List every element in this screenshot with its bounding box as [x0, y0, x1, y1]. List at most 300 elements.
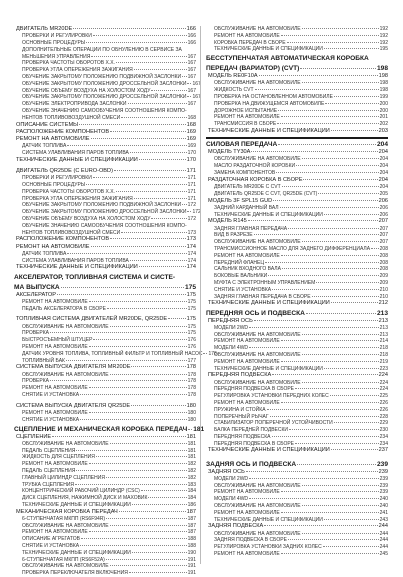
toc-entry-title: ОБСЛУЖИВАНИЕ НА АВТОМОБИЛЕ [214, 239, 301, 246]
dot-leader [272, 374, 377, 375]
toc-page-number: 237 [378, 447, 388, 454]
toc-entry-title: ТЕХНИЧЕСКИЕ ДАННЫЕ И СПЕЦИФИКАЦИИ [208, 447, 330, 454]
toc-entry-title: ДВИГАТЕЛЬ QR25DE (С EURO-OBD) [16, 167, 113, 174]
toc-entry-title: СНЯТИЕ И УСТАНОВКА [22, 543, 80, 550]
toc-entry-title: ОБУЧЕНИЕ ОБЪЕМУ ВОЗДУХА НА ХОЛОСТОМ ХОДУ [22, 215, 151, 222]
toc-entry-title: ОБСЛУЖИВАНИЕ НА АВТОМОБИЛЕ [214, 482, 301, 489]
toc-entry-title: ОБСЛУЖИВАНИЕ НА АВТОМОБИЛЕ [22, 440, 109, 447]
dot-leader [81, 538, 187, 539]
toc-entry-title: ТЕХНИЧЕСКИЕ ДАННЫЕ И СПЕЦИФИКАЦИИ [22, 549, 131, 556]
toc-entry [14, 209, 201, 216]
toc-page-number: 191 [187, 563, 196, 570]
toc-entry-title: ОБУЧЕНИЕ ЗАКРЫТОМУ ПОЛОЖЕНИЮ ДРОССЕЛЬНОЙ ЗАСЛОНКИ [22, 94, 187, 101]
toc-entry [206, 332, 388, 339]
toc-entry-title: ПРОВЕРКА ЧАСТОТЫ ОБОРОТОВ Х.Х. [22, 60, 115, 67]
toc-entry-title: СИЛОВАЯ ПЕРЕДАЧА [206, 141, 278, 149]
toc-page-number: 184 [187, 495, 196, 502]
dot-leader [324, 519, 379, 520]
toc-page-number: 207 [379, 225, 388, 232]
dot-leader [110, 374, 187, 375]
toc-entry [14, 385, 196, 392]
dot-leader [130, 260, 187, 261]
toc-page-number: 170 [187, 149, 196, 156]
toc-page-number: 167 [187, 53, 196, 60]
toc-entry-title: ПРОВЕРКИ И РЕГУЛИРОВКИ [22, 33, 92, 40]
toc-entry-title: РЕМОНТ НА АВТОМОБИЛЕ [214, 114, 280, 121]
dot-leader [106, 518, 187, 519]
toc-entry-title: ПОПЕРЕЧНЫЙ РЫЧАГ [214, 413, 269, 420]
toc-entry [206, 46, 388, 53]
toc-entry [206, 253, 388, 260]
toc-entry [14, 475, 196, 482]
toc-page-number: 210 [379, 286, 388, 293]
dot-leader [110, 525, 187, 526]
toc-entry [14, 74, 196, 81]
toc-page-number: 166 [186, 26, 196, 32]
toc-entry-title: ДАТЧИК ТОПЛИВА [22, 250, 67, 257]
toc-entry-title: ДВИГАТЕЛЬ QR25DE С CVT, QR25DE (CVT) [214, 190, 318, 197]
toc-entry-title: МУФТА С ЭЛЕКТРОННЫМ УПРАВЛЕНИЕМ [214, 279, 316, 286]
toc-entry [14, 182, 196, 189]
dot-leader [281, 116, 379, 117]
toc-page-number: 192 [379, 39, 388, 46]
toc-entry [14, 264, 196, 271]
dot-leader [288, 539, 379, 540]
toc-entry-title: ПЕРЕДНЯЯ ПОДВЕСКА [214, 433, 271, 440]
dot-leader [93, 177, 187, 178]
dot-leader [57, 294, 186, 295]
toc-page-number: 241 [379, 509, 388, 516]
toc-page-number: 200 [379, 107, 388, 114]
toc-page-number: 244 [378, 523, 388, 530]
dot-leader [324, 214, 379, 215]
toc-page-number: 174 [186, 264, 196, 271]
toc-entry [14, 502, 196, 509]
dot-leader [116, 191, 187, 192]
dot-leader [302, 334, 379, 335]
dot-leader [300, 68, 376, 69]
toc-page-number: 228 [379, 413, 388, 420]
dot-leader [264, 525, 377, 526]
toc-entry [14, 80, 201, 88]
toc-page-number: 226 [379, 399, 388, 406]
toc-entry [206, 366, 388, 373]
dot-leader [296, 165, 379, 166]
dot-leader [130, 152, 187, 153]
toc-entry-title: ТЕХНИЧЕСКИЕ ДАННЫЕ И СПЕЦИФИКАЦИИ [208, 127, 330, 134]
toc-entry [206, 352, 388, 359]
toc-page-number: 175 [184, 283, 196, 291]
toc-entry [206, 121, 388, 128]
toc-entry-title: ДАТЧИК ТОПЛИВА [22, 143, 67, 150]
dot-leader [66, 360, 187, 361]
toc-entry [206, 386, 388, 393]
toc-entry [206, 434, 388, 441]
toc-entry-title: РЕМОНТ НА АВТОМОБИЛЕ [22, 343, 88, 350]
toc-entry-title: ЗАДНЯЯ ГЛАВНАЯ ПЕРЕДАЧА В СБОРЕ [214, 293, 311, 300]
toc-entry [14, 454, 196, 461]
toc-entry [206, 87, 388, 94]
toc-entry [206, 94, 388, 101]
dot-leader [249, 498, 379, 499]
toc-entry [206, 73, 388, 80]
toc-entry-title: РЕГУЛИРОВКА УСТАНОВКИ ЗАДНИХ КОЛЕС [214, 544, 322, 551]
dot-leader [132, 552, 187, 553]
toc-page-number: 182 [187, 474, 196, 481]
toc-entry-title: 6-СТУПЕНЧАТАЯ МКПП (RS6F94R) [22, 515, 106, 522]
toc-entry-title: МОДЕЛЬ RE0F10A [208, 73, 258, 80]
toc-page-number: 188 [187, 536, 196, 543]
dot-leader [254, 320, 378, 321]
toc-entry-title: ПЕРЕДНЯЯ ОСЬ [208, 317, 253, 324]
toc-page-number: 204 [379, 163, 388, 170]
toc-page-number: 207 [379, 232, 388, 239]
toc-entry [206, 40, 388, 47]
toc-entry-title: ПЕДАЛЬ СЦЕПЛЕНИЯ [22, 447, 76, 454]
toc-page-number: 244 [379, 530, 388, 537]
toc-entry-title: СЦЕПЛЕНИЕ И МЕХАНИЧЕСКАЯ КОРОБКА ПЕРЕДАЧ [14, 425, 188, 433]
toc-section-heading [206, 461, 388, 469]
toc-entry-title: ПРОВЕРКА НА ДВИЖУЩЕМСЯ АВТОМОБИЛЕ [214, 100, 325, 107]
toc-page-number: 187 [187, 522, 196, 529]
toc-page-number: 203 [378, 127, 388, 134]
toc-entry-title: ДИСК СЦЕПЛЕНИЯ, НАЖИМНОЙ ДИСК И МАХОВИК [22, 495, 148, 502]
toc-entry [206, 205, 388, 212]
dot-leader [302, 241, 379, 242]
toc-page-number: 176 [208, 350, 217, 357]
dot-leader [251, 151, 377, 152]
toc-entry-title: РЕМОНТ НА АВТОМОБИЛЕ [22, 298, 88, 305]
toc-entry [206, 108, 388, 115]
toc-entry-title: ОПИСАНИЕ СИСТЕМЫ [16, 121, 79, 128]
dot-leader [295, 443, 379, 444]
toc-page-number: 208 [379, 259, 388, 266]
toc-page-number: 171 [187, 195, 196, 202]
toc-entry-title: РЕМОНТ НА АВТОМОБИЛЕ [214, 32, 280, 39]
toc-entry-title: ПРУЖИНА И СТОЙКА [214, 406, 266, 413]
toc-page-number: 212 [378, 300, 388, 307]
toc-page-number: 170 [186, 156, 196, 163]
dot-leader [79, 124, 186, 125]
dot-leader [80, 545, 187, 546]
toc-section-heading [14, 425, 205, 434]
toc-entry [206, 441, 388, 448]
toc-entry-title: СТАБИЛИЗАТОР ПОПЕРЕЧНОЙ УСТОЙЧИВОСТИ [214, 420, 333, 427]
toc-entry-title: СНЯТИЕ И УСТАНОВКА [214, 286, 272, 293]
toc-page-number: 205 [379, 190, 388, 197]
toc-page-number: 169 [186, 128, 196, 135]
toc-entry-title: ОБСЛУЖИВАНИЕ НА АВТОМОБИЛЕ [214, 530, 301, 537]
toc-entry-title: ОСНОВНЫЕ ПРОЦЕДУРЫ [22, 40, 86, 46]
toc-page-number: 239 [379, 482, 388, 489]
toc-entry [14, 47, 196, 54]
toc-entry-title: ДВИГАТЕЛЬ MR20DE С CVT [214, 183, 281, 190]
toc-page-number: 182 [187, 467, 196, 474]
toc-page-number: 207 [378, 218, 388, 225]
dot-leader [86, 184, 186, 185]
toc-entry-title: БЕССТУПЕНЧАТАЯ АВТОМАТИЧЕСКАЯ КОРОБКА [206, 55, 369, 63]
toc-entry [14, 306, 196, 313]
dot-leader [91, 138, 186, 139]
toc-page-number: 180 [186, 402, 196, 409]
toc-page-number: 175 [186, 291, 196, 298]
toc-entry-title: ТЕХНИЧЕСКИЕ ДАННЫЕ И СПЕЦИФИКАЦИИ [22, 501, 131, 508]
dot-leader [187, 83, 191, 84]
toc-page-number: 208 [379, 266, 388, 273]
toc-entry [206, 218, 388, 225]
toc-page-number: 239 [379, 475, 388, 482]
toc-entry [14, 337, 196, 344]
toc-entry [14, 550, 196, 557]
toc-page-number: 207 [379, 239, 388, 246]
toc-entry-title: ОСНОВНЫЕ ПРОЦЕДУРЫ [22, 181, 86, 188]
dot-leader [148, 497, 186, 498]
toc-entry-title: ПРОВЕРКА [22, 330, 49, 337]
dot-leader [93, 35, 187, 36]
toc-entry [206, 476, 388, 483]
dot-leader [302, 485, 379, 486]
toc-entry-title: ПРОВЕРКА ПЕРЕКЛЮЧАТЕЛЯ ВКЛЮЧЕНИЯ [22, 570, 128, 577]
toc-entry-title: ПЕРЕДНЯЯ ПОДВЕСКА [208, 372, 272, 379]
toc-entry-title: МАСЛО РАЗДАТОЧНОЙ КОРОБКИ [214, 163, 296, 170]
toc-entry [206, 232, 388, 239]
toc-page-number: 171 [187, 181, 196, 188]
toc-section-heading [206, 310, 388, 318]
toc-section-heading [206, 65, 388, 73]
toc-entry-title: ПРОВЕРКА НА ОСТАНОВЛЕННОМ АВТОМОБИЛЕ [214, 93, 333, 100]
toc-entry-title: ЖИДКОСТЬ ДЛЯ СЦЕПЛЕНИЯ [22, 454, 95, 461]
dot-leader [306, 313, 376, 314]
dot-leader [281, 340, 379, 341]
toc-page-number: 243 [379, 516, 388, 523]
dot-leader [134, 198, 187, 199]
dot-leader [281, 402, 379, 403]
toc-page-number: 240 [379, 496, 388, 503]
toc-entry-title: ДВИГАТЕЛЬ MR20DE [16, 26, 73, 32]
toc-entry-title: РЕМОНТ НА АВТОМОБИЛЕ [214, 358, 280, 365]
toc-entry [14, 40, 196, 47]
toc-entry-title: РЕМОНТ НА АВТОМОБИЛЕ [22, 529, 88, 536]
toc-entry-title: РЕМОНТ НА АВТОМОБИЛЕ [22, 461, 88, 468]
toc-entry [206, 496, 388, 503]
toc-entry-title: ДОПОЛНИТЕЛЬНЫЕ ОПЕРАЦИИ ПО ОБНУЛЕНИЮ В СЕРВИСЕ ЗА [22, 46, 182, 53]
toc-entry-title: ОБУЧЕНИЕ ЗНАЧЕНИЮ САМООБУЧЕНИЯ СООТНОШЕНИЯ КОМПО- [22, 107, 187, 114]
toc-page-number: 244 [379, 544, 388, 551]
toc-page-number: 176 [187, 343, 196, 350]
toc-entry [14, 108, 196, 115]
toc-page-number: 234 [379, 440, 388, 447]
toc-entry-title: СИСТЕМА ВЫПУСКА ДВИГАТЕЛЯ QR25DE [16, 402, 131, 409]
toc-entry [206, 300, 388, 307]
toc-entry-title: 6-СТУПЕНЧАТАЯ МКПП (RS6F52A) [22, 556, 105, 563]
toc-page-number: 175 [186, 316, 196, 323]
toc-page-number: 199 [379, 93, 388, 100]
toc-page-number: 208 [379, 252, 388, 259]
toc-page-number: 181 [187, 454, 196, 461]
toc-entry [14, 244, 196, 251]
toc-page-number: 202 [379, 121, 388, 128]
toc-entry-title: МОДЕЛЬ TY30A [208, 149, 251, 156]
toc-entry [14, 26, 196, 33]
toc-entry [14, 417, 196, 424]
toc-page-number: 174 [187, 257, 196, 264]
toc-page-number: 178 [187, 385, 196, 392]
toc-page-number: 245 [379, 551, 388, 558]
toc-page-number: 178 [187, 391, 196, 398]
dot-leader [248, 220, 378, 221]
toc-entry [206, 400, 388, 407]
toc-entry [206, 407, 388, 414]
toc-page-number: 204 [378, 176, 388, 183]
toc-entry [14, 543, 196, 550]
toc-page-number: 206 [378, 197, 388, 204]
dot-leader [134, 69, 187, 70]
toc-entry-title: АКСЕЛЕРАТОР, ТОПЛИВНАЯ СИСТЕМА И СИСТЕ- [14, 273, 176, 281]
toc-entry-title: ТЕХНИЧЕСКИЕ ДАННЫЕ И СПЕЦИФИКАЦИИ [208, 300, 330, 307]
toc-entry [206, 325, 388, 332]
toc-page-number: 223 [379, 365, 388, 372]
toc-entry-title: МОДЕЛЬ R145 [208, 218, 247, 225]
toc-page-number: 198 [379, 80, 388, 87]
toc-entry [206, 280, 388, 287]
toc-entry-title: ТОПЛИВНАЯ СИСТЕМА ДВИГАТЕЛЕЙ MR20DE, QR25DE [16, 316, 168, 323]
dot-leader [110, 565, 187, 566]
toc-page-number: 218 [379, 345, 388, 352]
toc-section-heading [14, 284, 196, 292]
dot-leader [303, 179, 377, 180]
toc-entry [14, 563, 196, 570]
toc-entry-title: ДАТЧИК УРОВНЯ ТОПЛИВА, ТОПЛИВНЫЙ ФИЛЬТР И ТОПЛИВНЫЙ НАСОС [22, 350, 203, 357]
toc-entry [14, 344, 196, 351]
toc-entry-title: ПЕРЕДНЯЯ ПОДВЕСКА В СБОРЕ [214, 440, 295, 447]
toc-entry-title: БОКОВЫЕ ВАЛЬНИКИ [214, 273, 268, 280]
dot-leader [89, 531, 187, 532]
toc-entry [206, 517, 388, 524]
dot-leader [278, 110, 379, 111]
toc-entry [14, 299, 196, 306]
dot-leader [96, 456, 187, 457]
dot-leader [76, 450, 186, 451]
toc-page-number: 175 [187, 298, 196, 305]
toc-entry-title: ПЕРЕДНИЙ ФЛАНЕЦ [214, 259, 265, 266]
toc-entry [14, 358, 196, 365]
toc-entry [14, 236, 196, 243]
dot-leader [302, 533, 379, 534]
toc-page-number: 182 [187, 461, 196, 468]
toc-entry-title: ВИД В РАЗРЕЗЕ [214, 232, 253, 239]
toc-page-number: 229 [379, 420, 388, 427]
dot-leader [282, 186, 379, 187]
dot-leader [188, 429, 192, 430]
toc-page-number: 210 [379, 293, 388, 300]
toc-entry-title: РЕМОНТ НА АВТОМОБИЛЕ [214, 399, 280, 406]
dot-leader [334, 96, 379, 97]
dot-leader [89, 387, 187, 388]
dot-leader [89, 301, 187, 302]
toc-entry-title: ОБУЧЕНИЕ ЗНАЧЕНИЮ САМООБУЧЕНИЯ СООТНОШЕНИЯ КОМПО- [22, 222, 187, 229]
toc-page-number: 204 [376, 141, 388, 149]
toc-entry [206, 101, 388, 108]
toc-entry [206, 184, 388, 191]
toc-entry [206, 380, 388, 387]
dot-leader [106, 477, 187, 478]
dot-leader [277, 123, 378, 124]
toc-page-number: 198 [376, 65, 388, 73]
toc-entry-title: РАСПОЛОЖЕНИЕ КОМПОНЕНТОВ [16, 128, 110, 135]
dot-leader [67, 145, 186, 146]
dot-leader [151, 218, 186, 219]
toc-entry-title: КОНЦЕНТРИЧЕСКИЙ РАБОЧИЙ ЦИЛИНДР (CSC) [22, 488, 140, 495]
toc-page-number: 187 [187, 529, 196, 536]
toc-entry-title: РЕМОНТ НА АВТОМОБИЛЕ [22, 409, 88, 416]
toc-entry [14, 448, 196, 455]
toc-entry-title: РЕМОНТ НА АВТОМОБИЛЕ [214, 252, 280, 259]
dot-leader [75, 484, 187, 485]
toc-section-heading [206, 55, 388, 63]
toc-entry [14, 378, 196, 385]
toc-entry-title: ЗАДНЯЯ ОСЬ И ПОДВЕСКА [206, 460, 297, 468]
toc-page-number: 186 [187, 501, 196, 508]
dot-leader [255, 89, 379, 90]
toc-entry [14, 316, 196, 323]
dot-leader [182, 204, 187, 205]
toc-entry-title: ПРОВЕРКИ И РЕГУЛИРОВКИ [22, 175, 92, 182]
toc-entry [206, 191, 388, 198]
toc-page-number: 181 [186, 433, 196, 440]
toc-entry-title: ОБСЛУЖИВАНИЕ НА АВТОМОБИЛЕ [214, 331, 301, 338]
toc-page-number: 204 [378, 149, 388, 156]
toc-entry [14, 468, 196, 475]
toc-section-heading [14, 274, 196, 282]
toc-entry [206, 33, 388, 40]
toc-entry-title: ОБУЧЕНИЕ ЗАКРЫТОМУ ПОЛОЖЕНИЮ ПОДВИЖНОЙ ЗАСЛОНКИ [22, 202, 182, 209]
dot-leader [323, 546, 379, 547]
dot-leader [280, 207, 379, 208]
toc-entry-title: СИСТЕМА ВЫПУСКА ДВИГАТЕЛЯ MR20DE [16, 364, 131, 371]
toc-entry [206, 198, 388, 205]
toc-entry-title: ТРАНСМИССИЯ В СБОРЕ [214, 121, 277, 128]
dot-leader [121, 117, 186, 118]
toc-entry-title: РЕМОНТ НА АВТОМОБИЛЕ [16, 135, 90, 142]
toc-entry-title: ЗАДНЯЯ ГЛАВНАЯ ПЕРЕДАЧА [214, 225, 288, 232]
toc-page-number: 167 [187, 67, 196, 74]
toc-page-number: 226 [379, 406, 388, 413]
toc-page-number: 166 [187, 40, 196, 46]
toc-entry-title: ПЕРЕДАЧ (ВАРИАТОР) (CVT) [206, 65, 300, 73]
toc-entry-title: СИСТЕМА УЛАВЛИВАНИЯ ПАРОВ ТОПЛИВА [22, 149, 129, 156]
toc-page-number: 213 [376, 309, 388, 317]
toc-page-number: 167 [192, 94, 201, 101]
dot-leader [324, 368, 379, 369]
dot-leader [312, 296, 379, 297]
toc-entry-title: СНЯТИЕ И УСТАНОВКА [22, 416, 80, 423]
dot-leader [331, 449, 378, 450]
toc-page-number: 169 [187, 143, 196, 150]
toc-entry-title: ЗАДНЯЯ ПОДВЕСКА В СБОРЕ [214, 537, 287, 544]
dot-leader [281, 255, 379, 256]
toc-entry-title: ТЕХНИЧЕСКИЕ ДАННЫЕ И СПЕЦИФИКАЦИИ [214, 46, 323, 53]
toc-entry-title: ОБУЧЕНИЕ ЗАКРЫТОМУ ПОЛОЖЕНИЮ ПОДВИЖНОЙ ЗАСЛОНКИ [22, 73, 182, 80]
toc-spacer [206, 455, 388, 459]
toc-entry [14, 189, 196, 196]
toc-page-number: 198 [379, 87, 388, 94]
toc-page-number: 174 [187, 250, 196, 257]
dot-leader [61, 287, 184, 288]
toc-entry [206, 226, 388, 233]
toc-page-number: 214 [379, 338, 388, 345]
toc-left-column [14, 26, 217, 577]
dot-leader [249, 347, 379, 348]
